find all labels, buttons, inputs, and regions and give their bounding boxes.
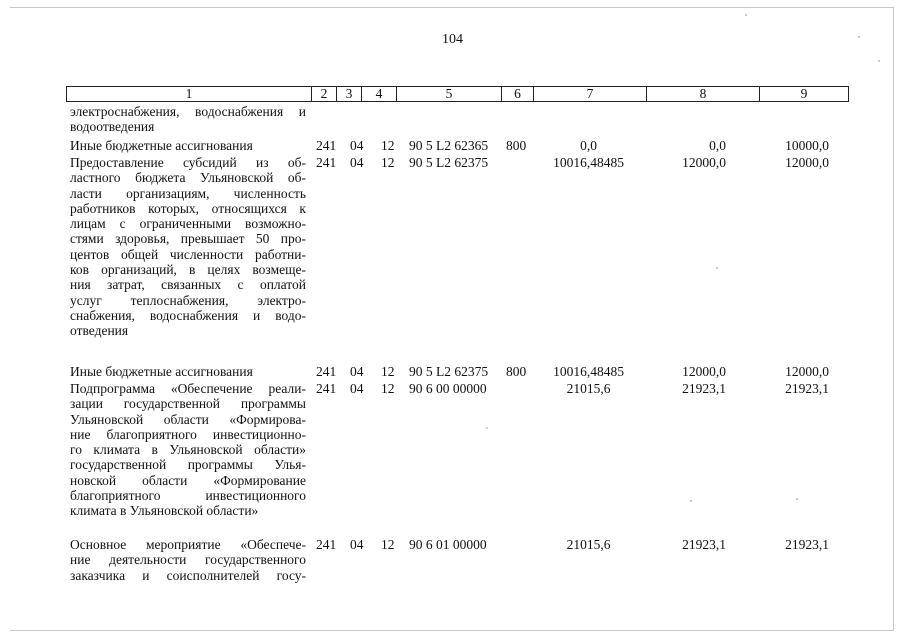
description-line: работников которых, относящихся к	[70, 200, 306, 216]
description-line: благоприятного инвестиционного	[70, 488, 306, 504]
description-line: Подпрограмма «Обеспечение реали-	[70, 381, 306, 396]
cell-col-2: 241	[316, 138, 337, 153]
scan-speck	[745, 14, 747, 16]
table-row-description	[70, 104, 306, 135]
header-col-5: 5	[396, 87, 501, 101]
description-line: климата в Ульяновской области»	[70, 503, 259, 519]
header-col-9: 9	[759, 87, 848, 101]
cell-col-5: 90 5 L2 62365	[409, 138, 489, 153]
header-col-1: 1	[185, 86, 193, 101]
page-number: 104	[442, 32, 463, 47]
scan-speck	[486, 427, 488, 429]
scan-edge-top	[10, 7, 894, 8]
cell-col-9: 12000,0	[785, 155, 829, 170]
header-col-8: 8	[646, 87, 759, 101]
cell-col-9: 21923,1	[785, 381, 829, 396]
description-line: центов общей численности работни-	[70, 246, 306, 262]
cell-col-5: 90 5 L2 62375	[409, 364, 489, 379]
cell-col-4: 12	[381, 138, 395, 153]
cell-col-8: 12000,0	[682, 155, 726, 170]
table-row-description	[70, 155, 306, 339]
description-line: го климата в Ульяновской области»	[70, 442, 306, 458]
scan-speck	[796, 498, 798, 500]
cell-col-5: 90 5 L2 62375	[409, 155, 489, 170]
cell-col-9: 21923,1	[785, 537, 829, 552]
description-line: стями здоровья, превышает 50 про-	[70, 231, 306, 247]
description-line: заказчика и соисполнителей госу-	[70, 567, 306, 583]
description-line: ластного бюджета Ульяновской об-	[70, 170, 306, 186]
cell-col-3: 04	[350, 155, 364, 170]
table-row-description	[70, 381, 306, 519]
cell-col-5: 90 6 00 00000	[409, 381, 487, 396]
cell-col-3: 04	[350, 537, 364, 552]
cell-col-3: 04	[350, 364, 364, 379]
cell-col-2: 241	[316, 155, 337, 170]
description-line: водоотведения	[70, 119, 155, 135]
scan-speck	[690, 500, 692, 502]
header-col-2: 2	[311, 87, 336, 101]
description-line: лицам с ограниченными возможно-	[70, 216, 306, 232]
cell-col-6: 800	[506, 138, 527, 153]
header-col-7: 7	[533, 87, 646, 101]
description-line: электроснабжения, водоснабжения и	[70, 104, 306, 119]
cell-col-4: 12	[381, 364, 395, 379]
scan-speck	[858, 36, 860, 38]
cell-col-8: 21923,1	[682, 381, 726, 396]
description-line: отведения	[70, 323, 129, 339]
table-row-description	[70, 364, 306, 379]
description-line: снабжения, водоснабжения и водо-	[70, 307, 306, 323]
cell-col-6: 800	[506, 364, 527, 379]
description-line: Ульяновской области «Формирова-	[70, 411, 306, 427]
header-col-3: 3	[336, 87, 361, 101]
cell-col-2: 241	[316, 364, 337, 379]
cell-col-9: 10000,0	[785, 138, 829, 153]
cell-col-9: 12000,0	[785, 364, 829, 379]
description-line: государственной программы Улья-	[70, 457, 306, 473]
header-col-4: 4	[361, 87, 396, 101]
description-line: новской области «Формирование	[70, 472, 306, 488]
cell-col-3: 04	[350, 138, 364, 153]
description-line: ние деятельности государственного	[70, 552, 306, 568]
cell-col-7: 21015,6	[566, 537, 611, 552]
description-line: зации государственной программы	[70, 396, 306, 412]
cell-col-8: 0,0	[709, 138, 726, 153]
cell-col-7: 0,0	[580, 138, 597, 153]
description-line: ков организаций, в целях возмеще-	[70, 262, 306, 278]
scan-edge-bottom	[10, 630, 894, 631]
cell-col-8: 21923,1	[682, 537, 726, 552]
cell-col-2: 241	[316, 381, 337, 396]
cell-col-4: 12	[381, 381, 395, 396]
cell-col-8: 12000,0	[682, 364, 726, 379]
cell-col-7: 10016,48485	[553, 155, 624, 170]
table-header-row	[66, 86, 849, 102]
cell-col-3: 04	[350, 381, 364, 396]
description-line: ние благоприятного инвестиционно-	[70, 426, 306, 442]
cell-col-4: 12	[381, 537, 395, 552]
description-line: ласти организациям, численность	[70, 185, 306, 201]
scan-edge-right	[893, 7, 894, 631]
description-line: Предоставление субсидий из об-	[70, 155, 306, 170]
description-line: Основное мероприятие «Обеспече-	[70, 537, 306, 552]
cell-col-4: 12	[381, 155, 395, 170]
description-line: ния затрат, связанных с оплатой	[70, 277, 306, 293]
table-row-description	[70, 537, 306, 583]
cell-col-2: 241	[316, 537, 337, 552]
cell-col-7: 21015,6	[566, 381, 611, 396]
description-line: Иные бюджетные ассигнования	[70, 138, 253, 153]
cell-col-7: 10016,48485	[553, 364, 624, 379]
scan-speck	[716, 267, 718, 269]
table-row-description	[70, 138, 306, 153]
header-col-6: 6	[501, 87, 533, 101]
scan-speck	[878, 60, 880, 62]
description-line: Иные бюджетные ассигнования	[70, 364, 253, 379]
cell-col-5: 90 6 01 00000	[409, 537, 487, 552]
description-line: услуг теплоснабжения, электро-	[70, 292, 306, 308]
